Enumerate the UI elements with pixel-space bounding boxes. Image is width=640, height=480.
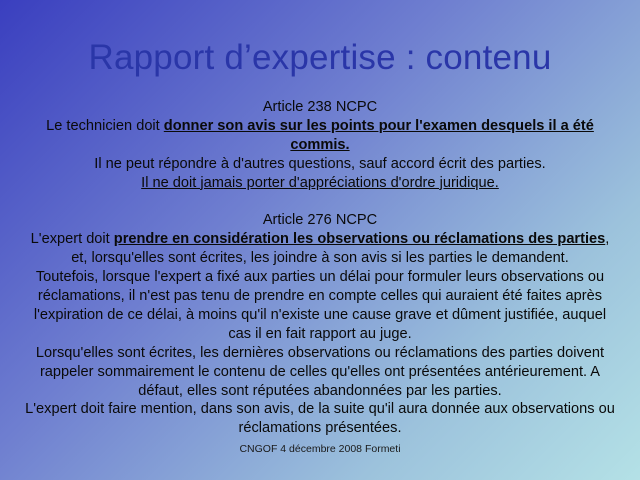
article-276-paragraph-3: Lorsqu'elles sont écrites, les dernières observations ou réclamations des parties doivent rappeler sommairement le contenu de celles qu'elles ont présentées antérieurement. A défaut, elles sont réputées abandonnées par les parties. bbox=[35, 344, 605, 399]
article-276-text-rest: , et, lorsqu'elles sont écrites, les joindre à son avis si les parties le demandent. bbox=[71, 231, 610, 267]
article-238-paragraph-3: Il ne doit jamais porter d'appréciations d'ordre juridique. bbox=[141, 174, 499, 191]
article-238-paragraph-1 bbox=[22, 117, 618, 155]
article-276-text-intro: L'expert doit bbox=[30, 231, 114, 248]
article-238-text-intro: Le technicien doit bbox=[46, 117, 164, 134]
slide-body bbox=[22, 98, 618, 438]
article-276-emphasis: prendre en considération les observations ou réclamations des parties bbox=[113, 231, 606, 248]
article-276-heading: Article 276 NCPC bbox=[262, 212, 378, 229]
article-276-paragraph-4: L'expert doit faire mention, dans son avis, de la suite qu'il aura donnée aux observations ou réclamations présentées. bbox=[25, 401, 615, 437]
slide-title: Rapport d’expertise : contenu bbox=[88, 38, 552, 77]
article-276-paragraph-2: Toutefois, lorsque l'expert a fixé aux parties un délai pour formuler leurs observations ou réclamations, il n'est pas tenu de prendre en compte celles qui auraient été faites après l'expiration de ce délai, à moins qu'il n'existe une cause grave et dûment justifiée, auquel cas il en fait rapport au juge. bbox=[33, 269, 607, 342]
article-238-paragraph-2: Il ne peut répondre à d'autres questions, sauf accord écrit des parties. bbox=[94, 155, 546, 172]
slide-footer: CNGOF 4 décembre 2008 Formeti bbox=[239, 443, 401, 455]
article-276-paragraph-1 bbox=[22, 230, 618, 268]
paragraph-spacer bbox=[22, 193, 618, 212]
article-238-emphasis: donner son avis sur les points pour l'examen desquels il a été commis. bbox=[163, 117, 594, 153]
article-238-heading: Article 238 NCPC bbox=[262, 99, 378, 115]
